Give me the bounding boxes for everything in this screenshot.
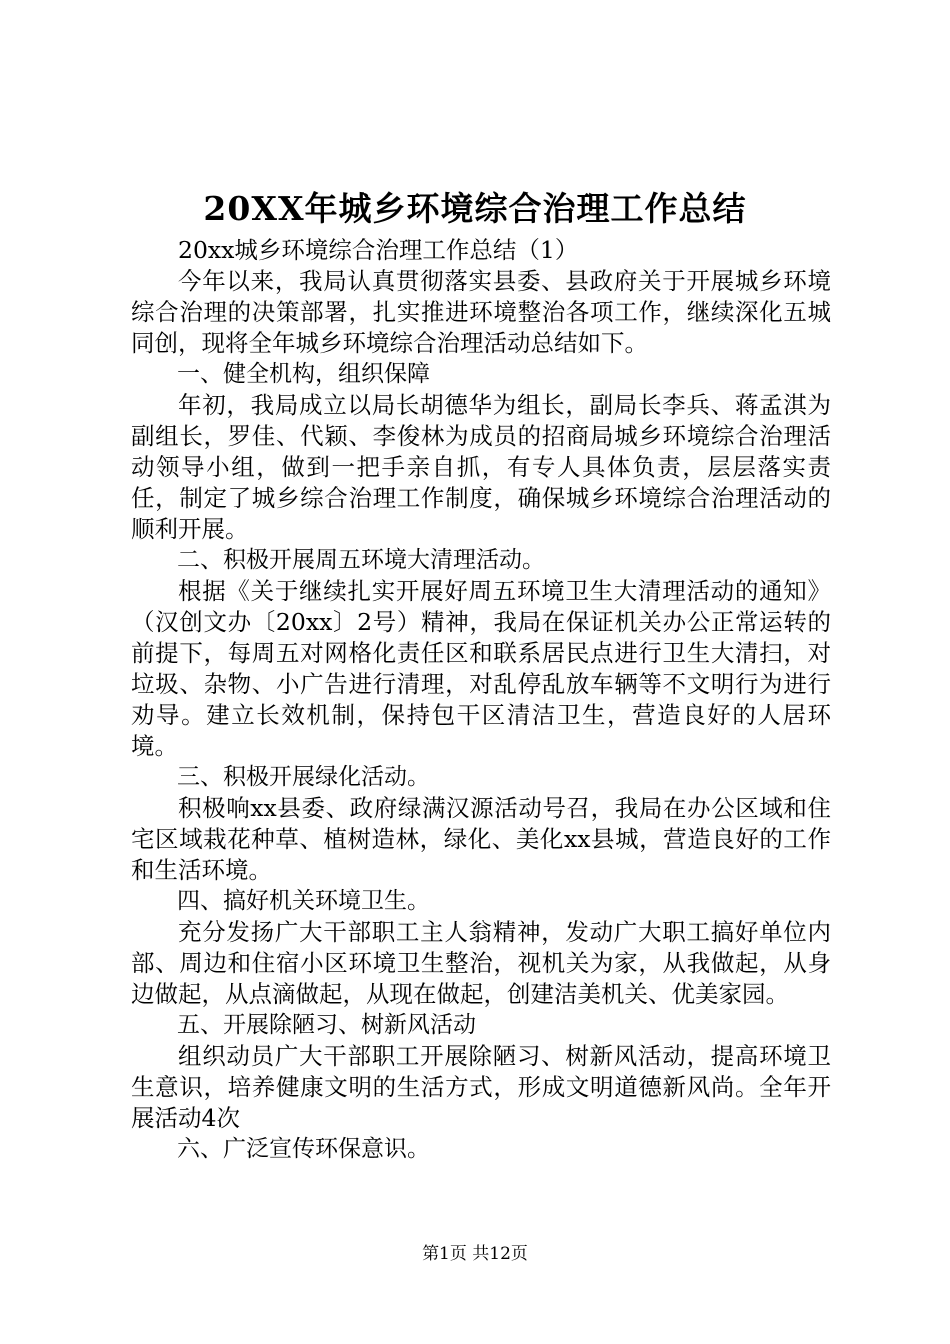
section-heading: 六、广泛宣传环保意识。 bbox=[177, 1136, 430, 1162]
section-heading: 二、积极开展周五环境大清理活动。 bbox=[177, 547, 545, 573]
section-heading: 五、开展除陋习、树新风活动 bbox=[177, 1012, 476, 1038]
document-title: 20XX年城乡环境综合治理工作总结 bbox=[203, 189, 747, 228]
section-heading: 三、积极开展绿化活动。 bbox=[177, 764, 430, 790]
section-heading: 四、搞好机关环境卫生。 bbox=[177, 888, 430, 914]
paragraph: 积极响xx县委、政府绿满汉源活动号召，我局在办公区域和住宅区域栽花种草、植树造林，绿化、美化xx县城，营造良好的工作和生活环境。 bbox=[131, 794, 831, 884]
paragraph: 年初，我局成立以局长胡德华为组长，副局长李兵、蒋孟淇为副组长，罗佳、代颖、李俊林为成员的招商局城乡环境综合治理活动领导小组，做到一把手亲自抓，有专人具体负责，层层落实责任，制定了城乡综合治理工作制度，确保城乡环境综合治理活动的顺利开展。 bbox=[131, 391, 831, 543]
paragraph: 组织动员广大干部职工开展除陋习、树新风活动，提高环境卫生意识，培养健康文明的生活方式，形成文明道德新风尚。全年开展活动4次 bbox=[131, 1042, 831, 1132]
paragraph: 充分发扬广大干部职工主人翁精神，发动广大职工搞好单位内部、周边和住宿小区环境卫生整治，视机关为家，从我做起，从身边做起，从点滴做起，从现在做起，创建洁美机关、优美家园。 bbox=[131, 918, 831, 1008]
section-heading: 一、健全机构，组织保障 bbox=[177, 361, 430, 387]
paragraph: 20xx城乡环境综合治理工作总结（1） bbox=[178, 236, 579, 264]
paragraph: 根据《关于继续扎实开展好周五环境卫生大清理活动的通知》（汉创文办〔20xx〕2号）精神，我局在保证机关办公正常运转的前提下，每周五对网格化责任区和联系居民点进行卫生大清扫，对垃圾、杂物、小广告进行清理，对乱停乱放车辆等不文明行为进行劝导。建立长效机制，保持包干区清洁卫生，营造良好的人居环境。 bbox=[131, 577, 831, 760]
paragraph: 今年以来，我局认真贯彻落实县委、县政府关于开展城乡环境综合治理的决策部署，扎实推进环境整治各项工作，继续深化五城同创，现将全年城乡环境综合治理活动总结如下。 bbox=[131, 267, 831, 357]
document-body bbox=[131, 235, 831, 1165]
page-footer: 第1页 共12页 bbox=[422, 1244, 528, 1264]
